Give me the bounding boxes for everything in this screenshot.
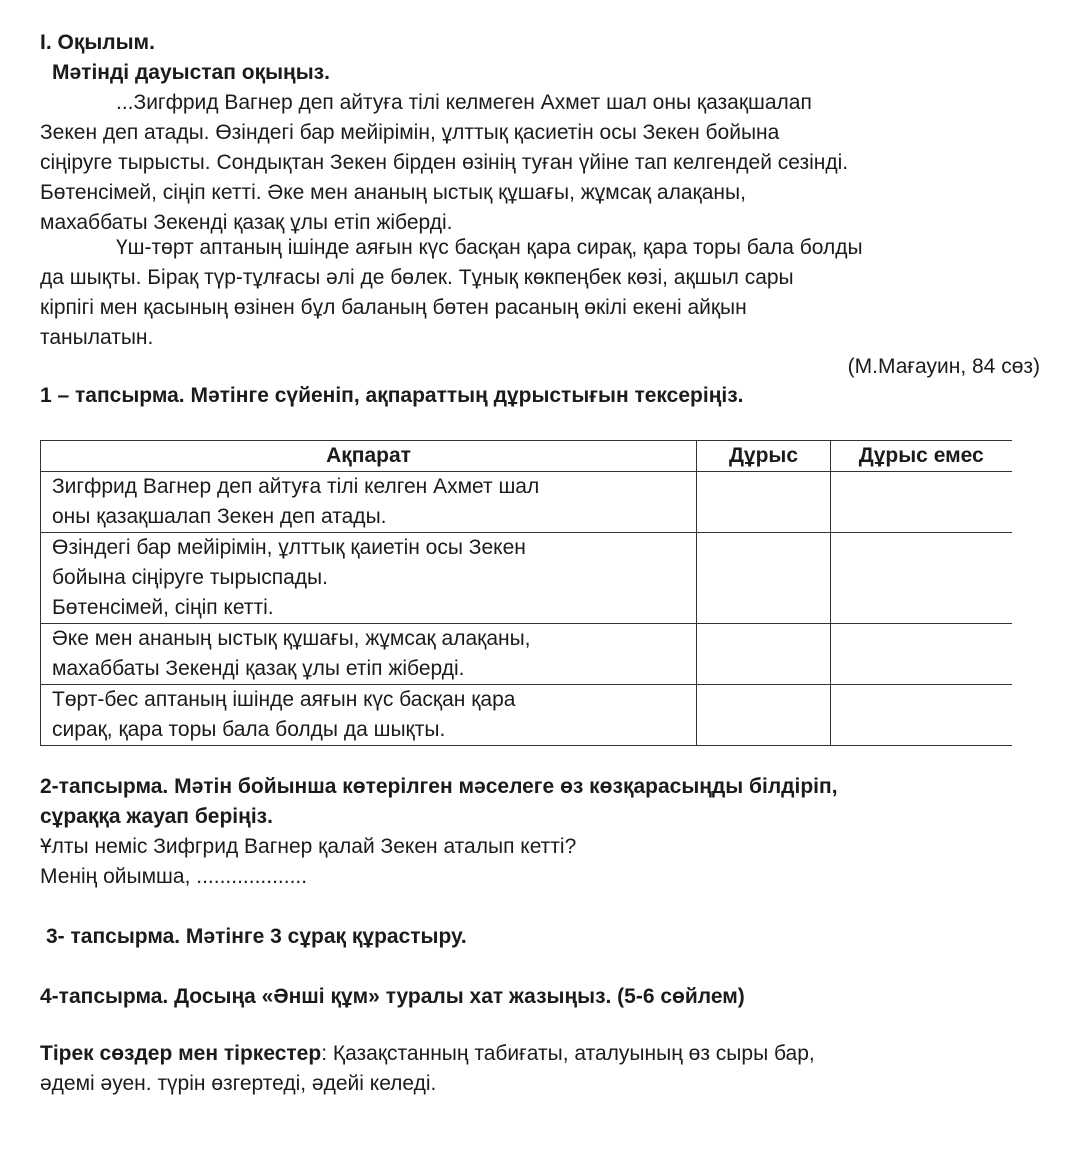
true-answer-cell[interactable] [697,472,831,533]
passage-line: кірпігі мен қасының өзінен бұл баланың бөтен расаның өкілі екені айқын [40,296,747,319]
passage-line: ...Зигфрид Вагнер деп айтуға тілі келмеген Ахмет шал оны қазақшалап [116,91,812,114]
task-2-question: Ұлты неміс Зифгрид Вагнер қалай Зекен аталып кетті? [40,835,577,858]
false-answer-cell[interactable] [831,685,1012,746]
task-2-heading [40,772,1040,832]
false-answer-cell[interactable] [831,472,1012,533]
statement-cell [41,624,697,685]
true-answer-cell[interactable] [697,685,831,746]
task-1-text: Мәтінге сүйеніп, ақпараттың дұрыстығын тексеріңіз. [190,384,744,407]
passage-line: да шықты. Бірақ түр-тұлғасы әлі де бөлек. Тұнық көкпеңбек көзі, ақшыл сары [40,266,794,289]
table-row [41,533,1012,624]
statement-line: бойына сіңіруге тырыспады. [52,566,328,589]
statement-line: Зигфрид Вагнер деп айтуға тілі келген Ахмет шал [52,475,540,498]
statement-cell [41,472,697,533]
statement-line: Бөтенсімей, сіңіп кетті. [52,596,274,619]
passage-source: (М.Мағауин, 84 сөз) [847,355,1040,378]
statement-line: Өзіндегі бар мейірімін, ұлттық қаиетін осы Зекен [52,536,526,559]
section-instruction: Мәтінді дауыстап оқыңыз. [52,61,330,84]
support-words [40,1039,1040,1099]
passage-paragraph-1 [40,88,1040,238]
support-label: Тірек сөздер мен тіркестер [40,1042,322,1065]
passage-line: махаббаты Зекенді қазақ ұлы етіп жіберді. [40,211,453,234]
table-row [41,624,1012,685]
column-header-true: Дұрыс [697,441,831,472]
passage-line: танылатын. [40,326,154,349]
false-answer-cell[interactable] [831,624,1012,685]
passage-line: Бөтенсімей, сіңіп кетті. Әке мен ананың ыстық құшағы, жұмсақ алақаны, [40,181,746,204]
statement-cell [41,533,697,624]
task-2-line: сұраққа жауап беріңіз. [40,805,273,828]
false-answer-cell[interactable] [831,533,1012,624]
statement-line: махаббаты Зекенді қазақ ұлы етіп жіберді. [52,657,465,680]
task-4-heading: 4-тапсырма. Досыңа «Әнші құм» туралы хат жазыңыз. (5-6 сөйлем) [40,985,745,1008]
passage-line: Зекен деп атады. Өзіндегі бар мейірімін, ұлттық қасиетін осы Зекен бойына [40,121,780,144]
statement-line: Әке мен ананың ыстық құшағы, жұмсақ алақаны, [52,627,531,650]
passage-line: сіңіруге тырысты. Сондықтан Зекен бірден өзінің туған үйіне тап келгендей сезінді. [40,151,849,174]
task-3-heading: 3- тапсырма. Мәтінге 3 сұрақ құрастыру. [46,925,467,948]
column-header-false: Дұрыс емес [831,441,1012,472]
statement-line: сирақ, қара торы бала болды да шықты. [52,718,446,741]
task-1-label: 1 – тапсырма. [40,384,185,407]
true-answer-cell[interactable] [697,624,831,685]
true-false-table [40,440,1012,746]
statement-line: Төрт-бес аптаның ішінде аяғын күс басқан қара [52,688,516,711]
task-2-line: 2-тапсырма. Мәтін бойынша көтерілген мәселеге өз көзқарасыңды білдіріп, [40,775,838,798]
statement-cell [41,685,697,746]
statement-line: оны қазақшалап Зекен деп атады. [52,505,387,528]
table-row [41,685,1012,746]
task-2-answer-line[interactable]: Менің ойымша, ................... [40,865,308,888]
table-row [41,472,1012,533]
task-1-heading [40,381,1040,411]
true-answer-cell[interactable] [697,533,831,624]
passage-line: Үш-төрт аптаның ішінде аяғын күс басқан қара сирақ, қара торы бала болды [116,236,863,259]
support-words-line: әдемі әуен. түрін өзгертеді, әдейі келеді. [40,1072,437,1095]
section-title: I. Оқылым. [40,31,155,54]
support-words-line: : Қазақстанның табиғаты, аталуының өз сыры бар, [321,1042,815,1065]
column-header-info: Ақпарат [41,441,697,472]
passage-paragraph-2 [40,233,1040,353]
